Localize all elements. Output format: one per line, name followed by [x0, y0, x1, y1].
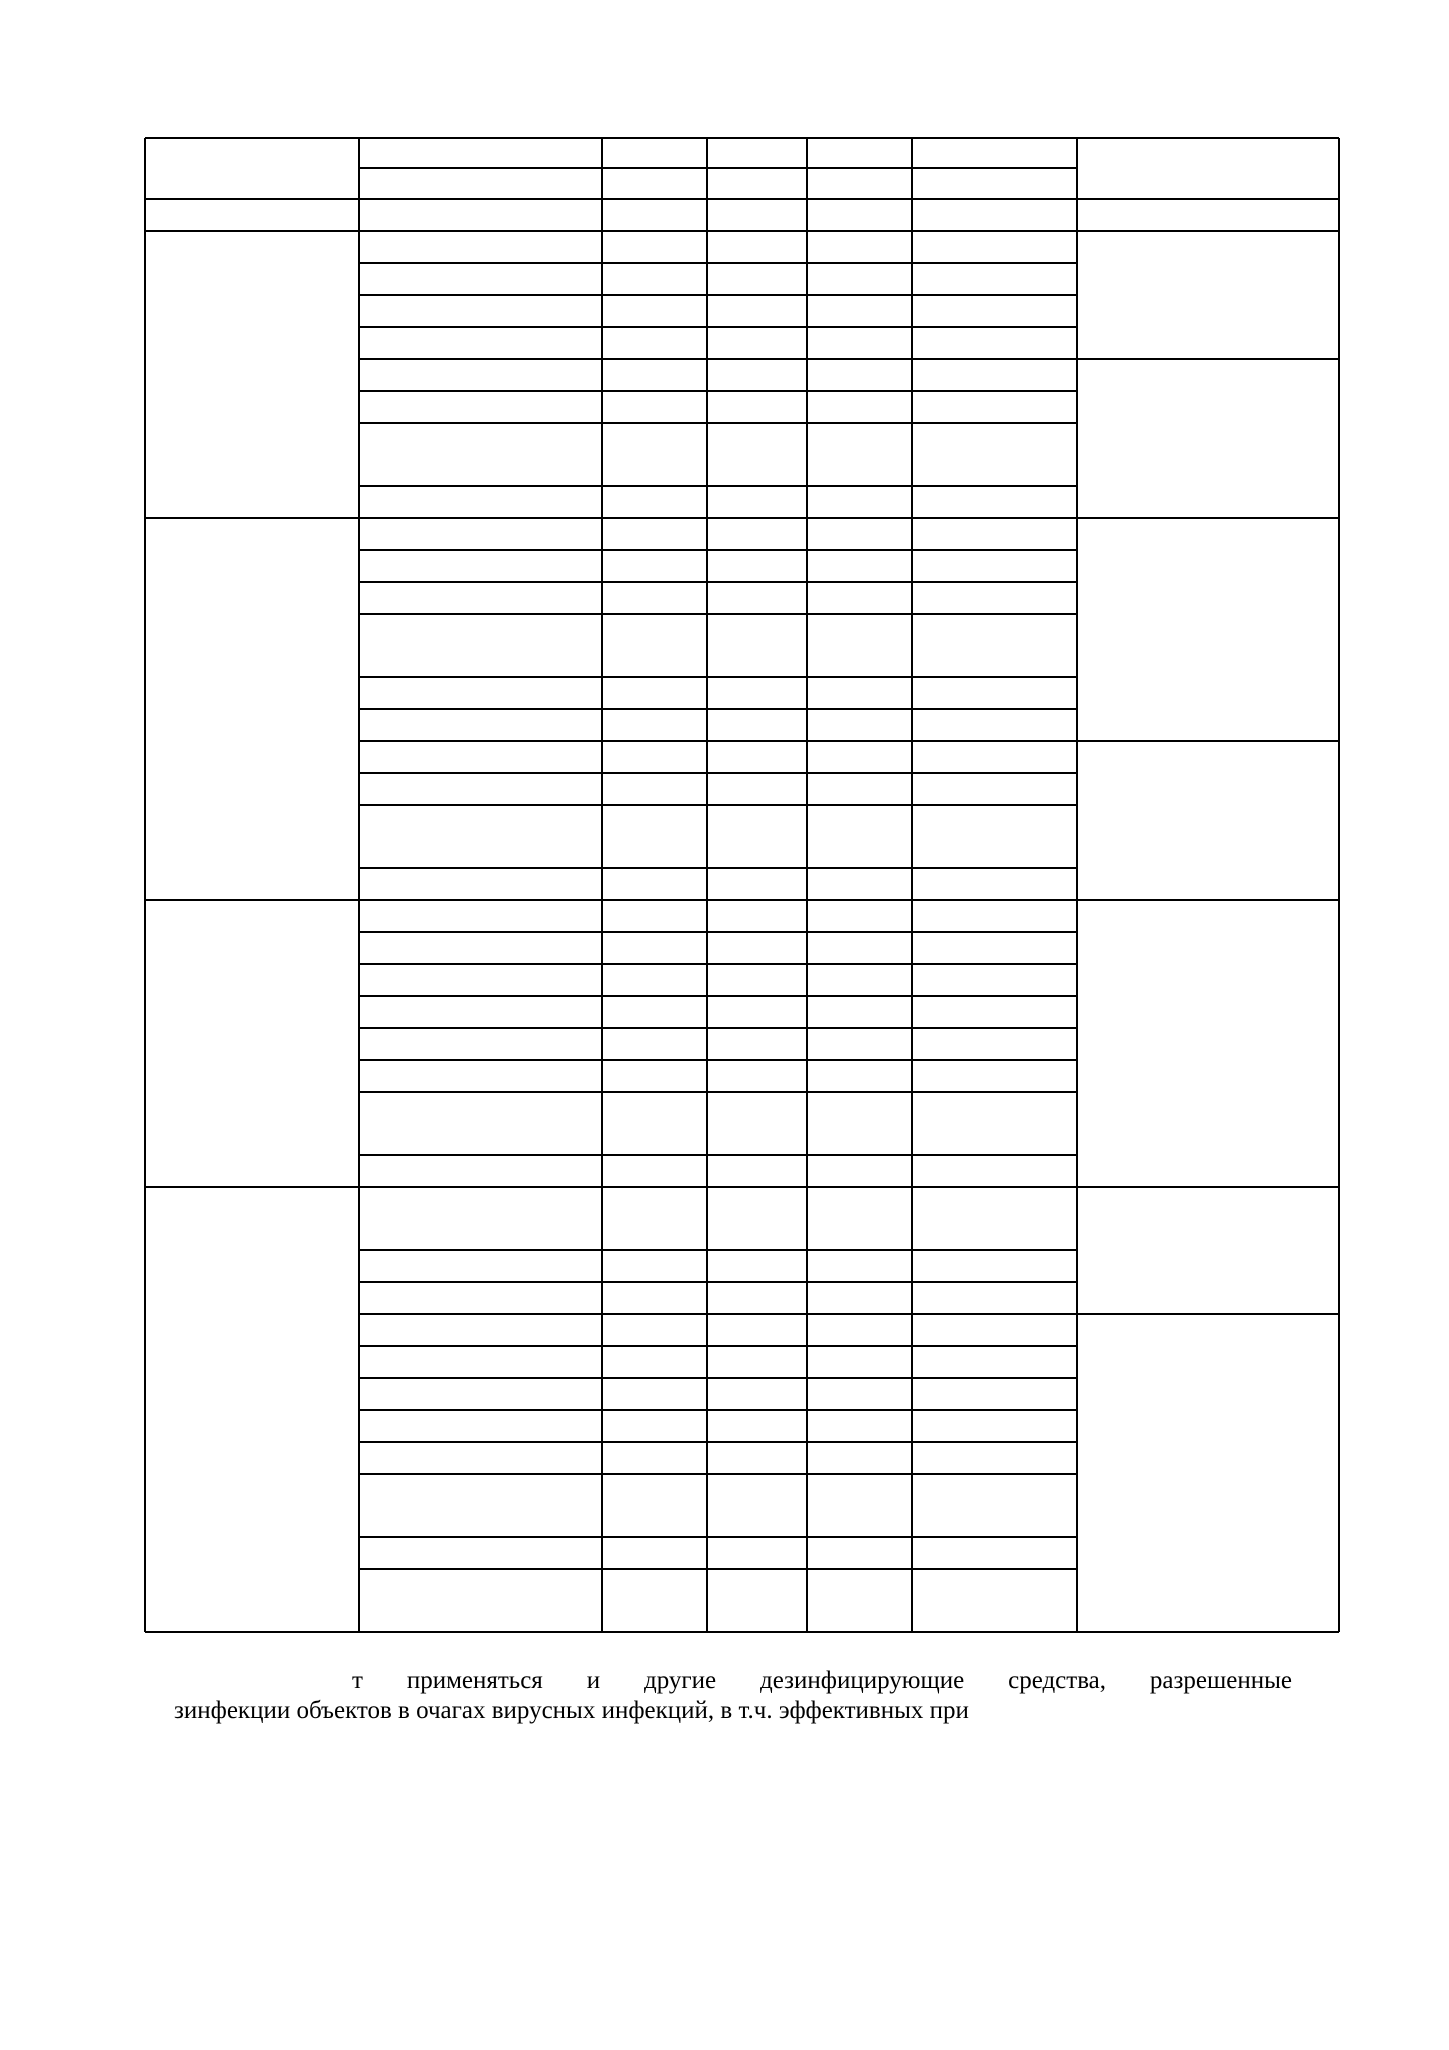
table-outer-border [145, 138, 1339, 1632]
table-middle-row-lines [359, 168, 1077, 1569]
footnote-line-2: зинфекции объектов в очагах вирусных инфекций, в т.ч. эффективных при [174, 1697, 969, 1724]
table-column-lines [359, 138, 1077, 1632]
footnote-line-1: т применяться и другие дезинфицирующие средства, разрешенные [352, 1667, 1292, 1694]
table-right-section-row-lines [1077, 359, 1339, 1314]
table-full-width-row-lines [145, 199, 1339, 1187]
